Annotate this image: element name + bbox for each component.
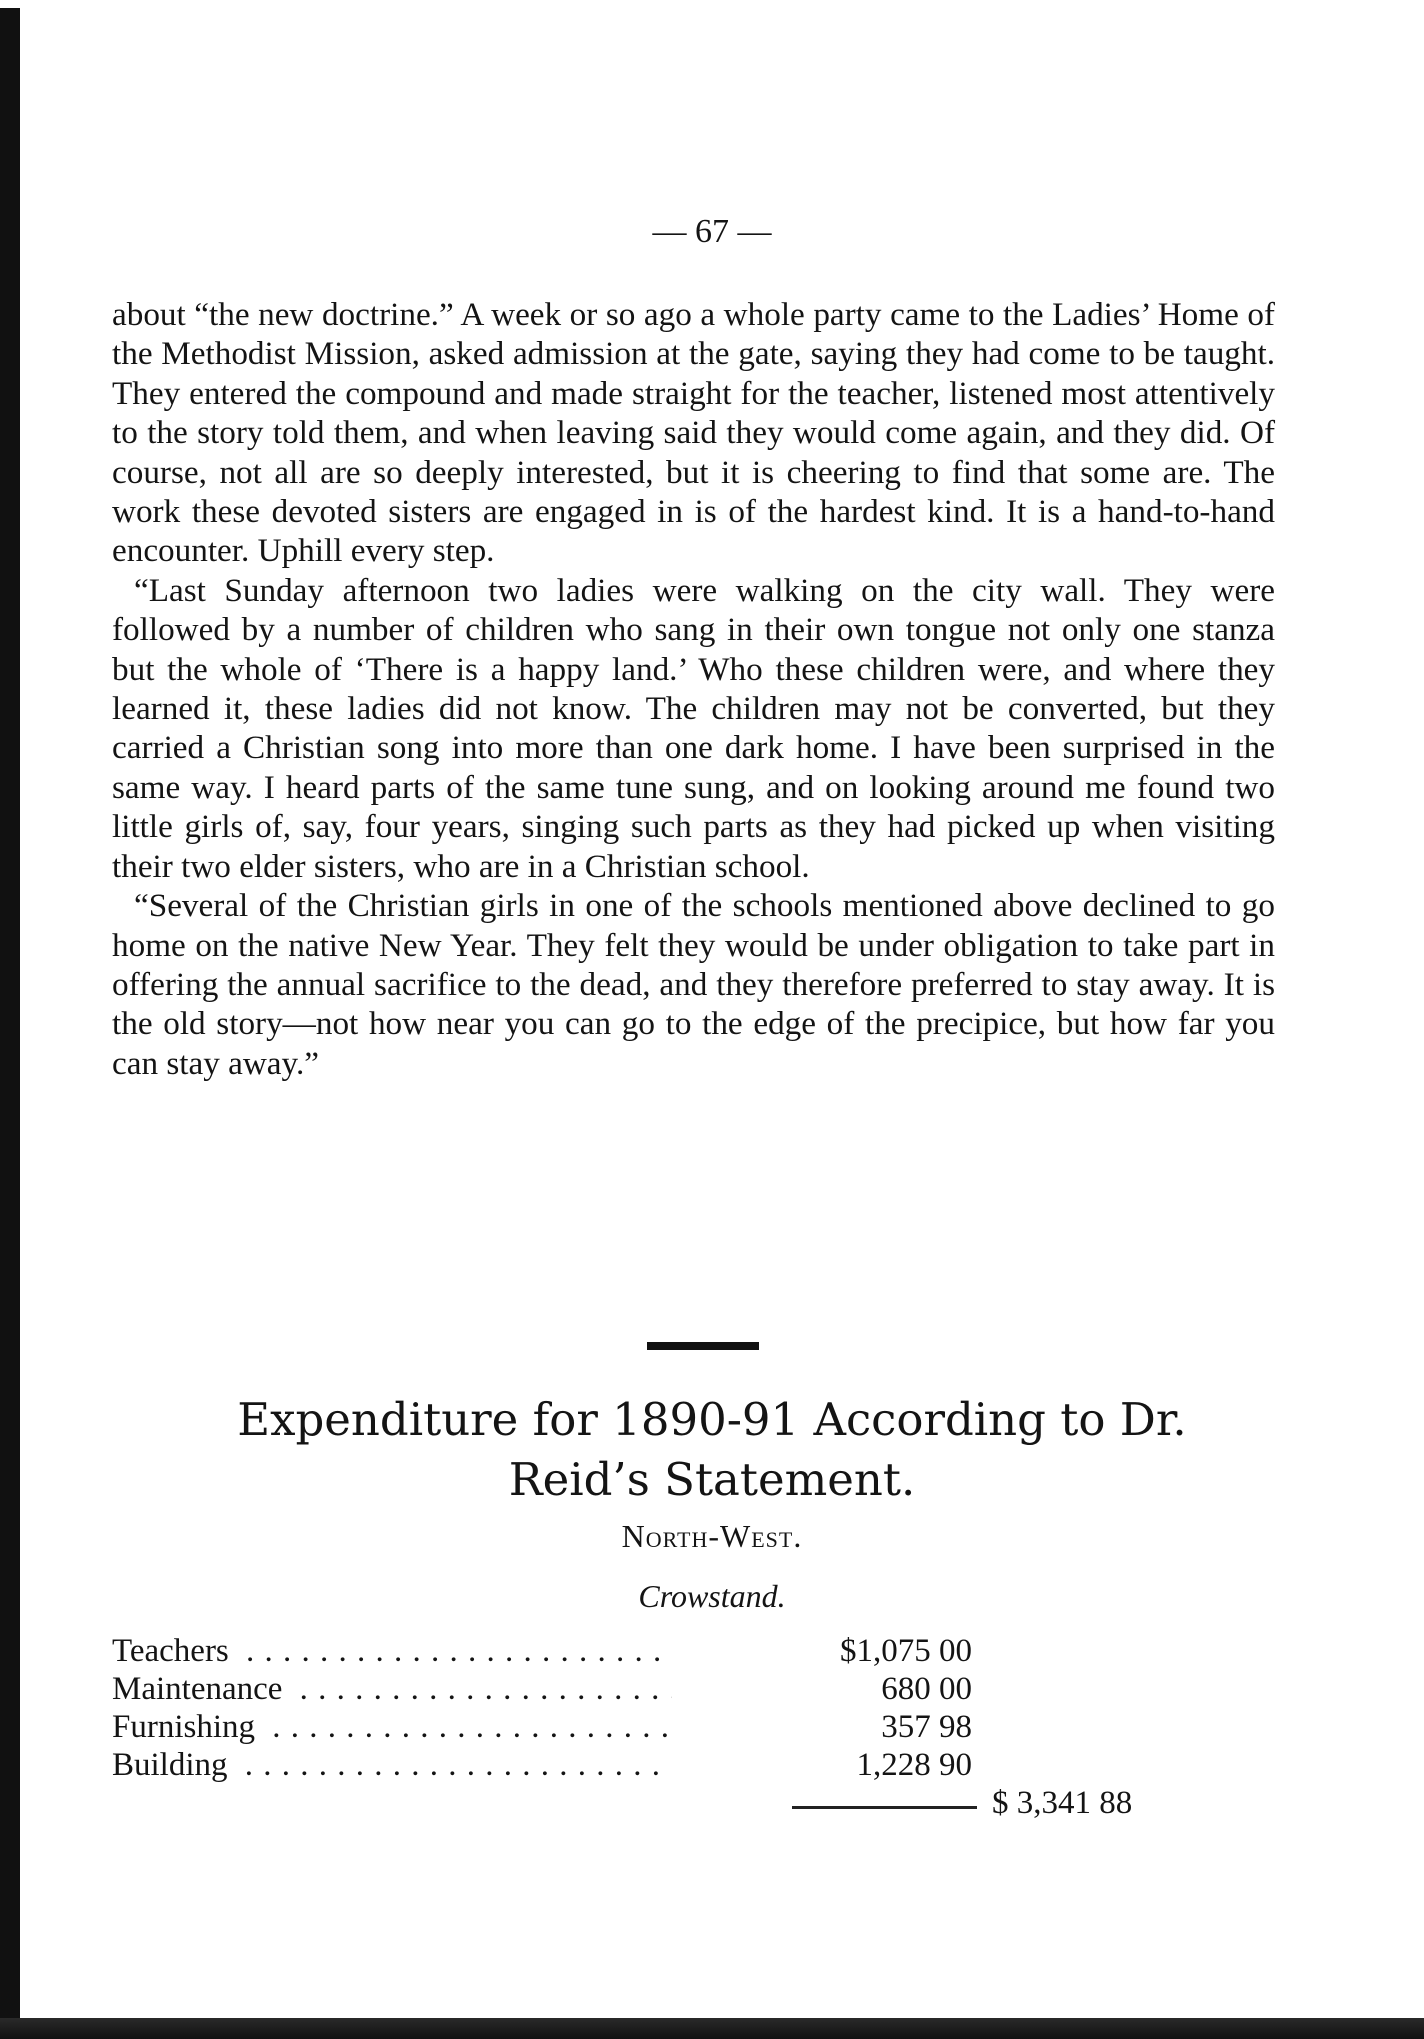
paragraph-2: “Last Sunday afternoon two ladies were walking on the city wall. They were followed by a number of children who sang in their own tongue not only one stanza but the whole of ‘There is a happy land.’ Who these children were, and where they learned it, these ladies did not know. The children may not be converted, but they carried a Christian song into more than one dark home. I have been surprised in the same way. I heard parts of the same tune sung, and on looking around me found two little girls of, say, four years, singing such parts as they had picked up when visiting their two elder sisters, who are in a Christian school. bbox=[112, 571, 1275, 885]
ledger-row-building bbox=[112, 1746, 1112, 1784]
ledger-amount: 357 98 bbox=[692, 1708, 972, 1746]
section-divider bbox=[647, 1342, 759, 1350]
ledger-row-teachers bbox=[112, 1632, 1112, 1670]
region-heading: North-West. bbox=[621, 1518, 803, 1554]
ledger-label: Maintenance bbox=[112, 1671, 290, 1707]
section-heading-line-2: Reid’s Statement. bbox=[508, 1453, 916, 1506]
ledger-amount: 680 00 bbox=[692, 1670, 972, 1708]
subregion-heading: Crowstand. bbox=[638, 1578, 786, 1614]
ledger-label: Building bbox=[112, 1747, 236, 1783]
section-heading bbox=[100, 1390, 1324, 1510]
ledger-total-row bbox=[112, 1784, 1212, 1824]
ledger-amount: 1,228 90 bbox=[692, 1746, 972, 1784]
page-number: — 67 — bbox=[652, 213, 772, 250]
ledger-label: Teachers bbox=[112, 1633, 237, 1669]
ledger-total: $ 3,341 88 bbox=[992, 1785, 1133, 1821]
body-text bbox=[112, 295, 1275, 1083]
expenditure-ledger bbox=[112, 1632, 1212, 1824]
paragraph-3: “Several of the Christian girls in one of the schools mentioned above declined to go home on the native New Year. They felt they would be under obligation to take part in offering the annual sacrifice to the dead, and they therefore preferred to stay away. It is the old story—not how near you can go to the edge of the precipice, but how far you can stay away.” bbox=[112, 887, 1275, 1082]
ledger-label: Furnishing bbox=[112, 1709, 263, 1745]
section-heading-line-1: Expenditure for 1890-91 According to Dr. bbox=[237, 1393, 1187, 1446]
ledger-row-furnishing bbox=[112, 1708, 1112, 1746]
ledger-sum-rule bbox=[792, 1806, 977, 1809]
scan-left-edge bbox=[0, 8, 20, 2018]
ledger-amount: $1,075 00 bbox=[692, 1632, 972, 1670]
paragraph-1: about “the new doctrine.” A week or so ago a whole party came to the Ladies’ Home of the Methodist Mission, asked admission at the gate, saying they had come to be taught. They entered the compound and made straight for the teacher, listened most attentively to the story told them, and when leaving said they would come again, and they did. Of course, not all are so deeply interested, but it is cheering to find that some are. The work these devoted sisters are engaged in is of the hardest kind. It is a hand-to-hand encounter. Uphill every step. bbox=[112, 296, 1275, 570]
scan-bottom-edge bbox=[0, 2018, 1424, 2039]
ledger-row-maintenance bbox=[112, 1670, 1112, 1708]
